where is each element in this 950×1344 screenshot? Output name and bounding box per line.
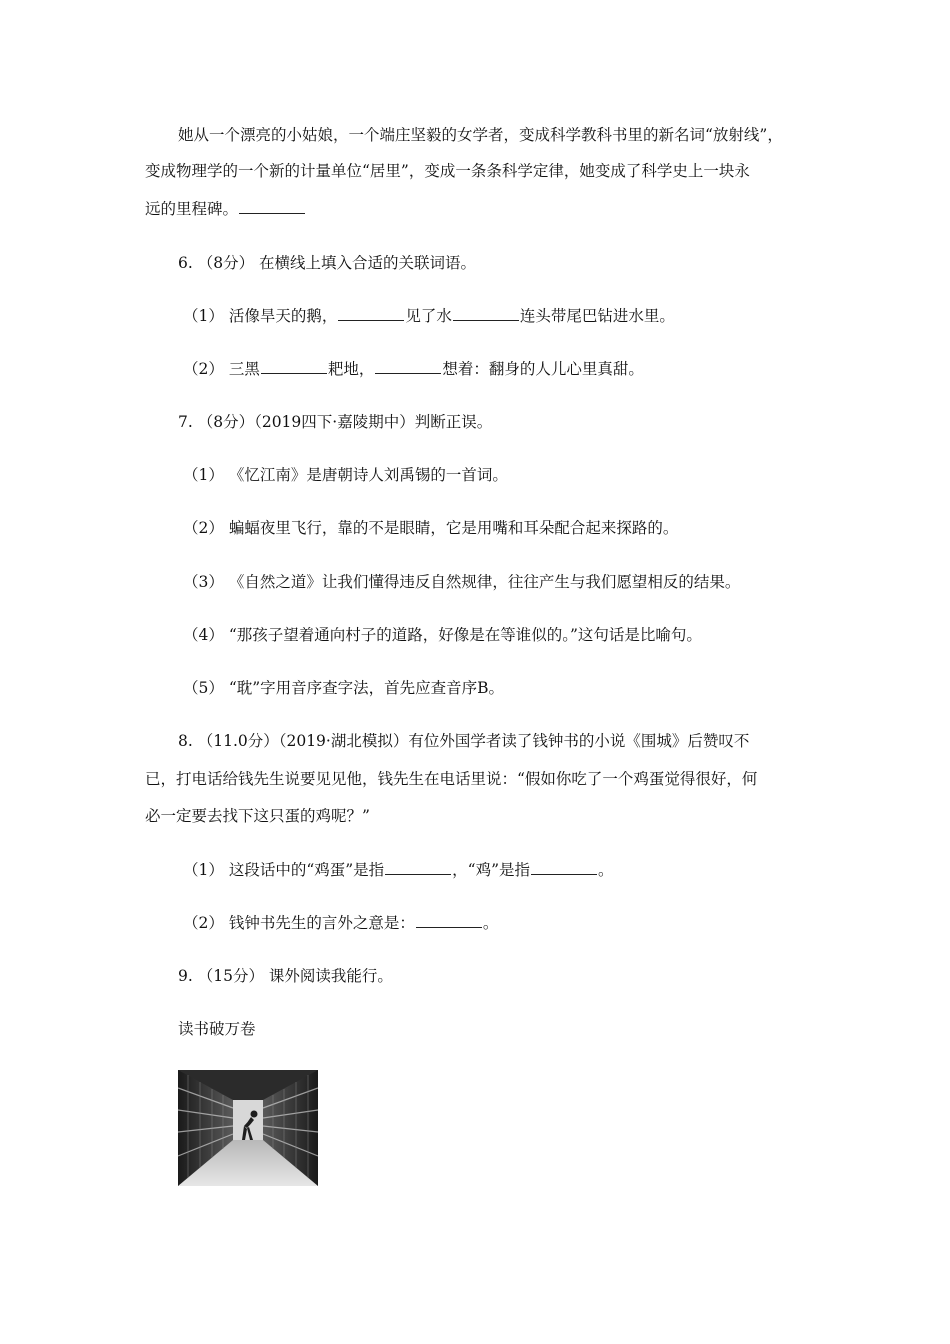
question-7-item-4 xyxy=(183,625,702,645)
item-text: 钱钟书先生的言外之意是： xyxy=(228,914,415,932)
item-number: （1） xyxy=(183,307,224,325)
passage-line-2: 变成物理学的一个新的计量单位“居里”，变成一条条科学定律，她变成了科学史上一块永 xyxy=(145,162,750,180)
item-text: 连头带尾巴钻进水里。 xyxy=(519,307,675,325)
question-7-item-2 xyxy=(183,518,678,538)
item-text: ，“鸡”是指 xyxy=(452,861,531,879)
answer-blank[interactable] xyxy=(338,306,404,321)
answer-blank[interactable] xyxy=(531,860,597,875)
question-7-item-1 xyxy=(183,465,508,485)
item-text: 活像旱天的鹅， xyxy=(228,307,338,325)
library-photo xyxy=(178,1070,318,1186)
item-text: “那孩子望着通向村子的道路，好像是在等谁似的。”这句话是比喻句。 xyxy=(228,626,702,644)
question-6-item-2 xyxy=(183,359,644,379)
question-8-line-1: 8. （11.0分）（2019·湖北模拟）有位外国学者读了钱钟书的小说《围城》后赞叹不 xyxy=(178,732,750,750)
answer-blank[interactable] xyxy=(375,359,441,374)
item-number: （4） xyxy=(183,626,224,644)
question-7-item-3 xyxy=(183,572,740,592)
question-7-header: 7. （8分）（2019四下·嘉陵期中）判断正误。 xyxy=(178,413,493,431)
question-8-item-1 xyxy=(183,860,614,880)
item-text: 蝙蝠夜里飞行，靠的不是眼睛，它是用嘴和耳朵配合起来探路的。 xyxy=(228,519,679,537)
item-text: 这段话中的“鸡蛋”是指 xyxy=(228,861,385,879)
answer-blank[interactable] xyxy=(261,359,327,374)
item-number: （1） xyxy=(183,861,224,879)
item-text: 三黑 xyxy=(228,360,260,378)
answer-blank[interactable] xyxy=(416,913,482,928)
item-number: （2） xyxy=(183,914,224,932)
passage-line-1: 她从一个漂亮的小姑娘，一个端庄坚毅的女学者，变成科学教科书里的新名词“放射线”， xyxy=(178,126,783,144)
item-text: 《忆江南》是唐朝诗人刘禹锡的一首词。 xyxy=(228,466,508,484)
item-number: （1） xyxy=(183,466,224,484)
question-6-header: 6. （8分） 在横线上填入合适的关联词语。 xyxy=(178,254,477,272)
passage-line-3-text: 远的里程碑。 xyxy=(145,200,239,218)
item-number: （5） xyxy=(183,679,224,697)
answer-blank[interactable] xyxy=(239,199,305,214)
question-8-item-2 xyxy=(183,913,498,933)
item-text: 耙地， xyxy=(327,360,375,378)
item-text: 。 xyxy=(482,914,499,932)
item-number: （3） xyxy=(183,573,224,591)
question-9-header: 9. （15分） 课外阅读我能行。 xyxy=(178,967,393,985)
question-7-item-5 xyxy=(183,678,504,698)
item-text: 。 xyxy=(598,861,614,879)
question-6-item-1 xyxy=(183,306,675,326)
answer-blank[interactable] xyxy=(385,860,451,875)
question-8-line-2: 已，打电话给钱先生说要见见他，钱先生在电话里说：“假如你吃了一个鸡蛋觉得很好，何 xyxy=(145,770,758,788)
item-number: （2） xyxy=(183,360,224,378)
item-text: 想着：翻身的人儿心里真甜。 xyxy=(442,360,644,378)
answer-blank[interactable] xyxy=(453,306,519,321)
question-8-line-3: 必一定要去找下这只蛋的鸡呢？” xyxy=(145,807,370,825)
item-text: 《自然之道》让我们懂得违反自然规律，往往产生与我们愿望相反的结果。 xyxy=(228,573,741,591)
item-number: （2） xyxy=(183,519,224,537)
reading-title: 读书破万卷 xyxy=(178,1020,256,1038)
passage-line-3 xyxy=(145,199,306,219)
item-text: 见了水 xyxy=(405,307,452,325)
item-text: “耽”字用音序查字法，首先应查音序B。 xyxy=(228,679,505,697)
library-aisle-image xyxy=(178,1070,318,1186)
